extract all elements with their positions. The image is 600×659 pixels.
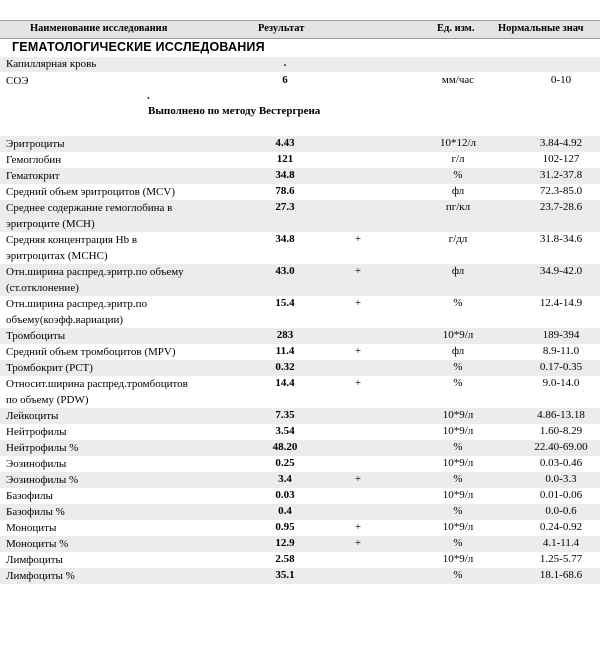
normal-range: 9.0-14.0 xyxy=(542,377,580,389)
test-result: 15.4 xyxy=(275,297,295,309)
test-name: Отн.ширина распред.эритр.по объему xyxy=(6,266,184,278)
abnormal-flag: + xyxy=(354,297,362,309)
table-row xyxy=(0,232,600,264)
normal-range: 31.8-34.6 xyxy=(539,233,583,245)
test-unit: % xyxy=(453,361,463,373)
normal-range: 0.0-0.6 xyxy=(545,505,577,517)
test-name: Тромбокрит (PCT) xyxy=(6,362,93,374)
normal-range: 12.4-14.9 xyxy=(539,297,583,309)
table-row xyxy=(0,264,600,296)
normal-range: 72.3-85.0 xyxy=(539,185,583,197)
test-name-continued: по объему (PDW) xyxy=(6,394,89,406)
table-row xyxy=(0,536,600,552)
test-name-continued: эритроците (MCH) xyxy=(6,218,95,230)
normal-range: 0.03-0.46 xyxy=(539,457,583,469)
normal-range: 22.40-69.00 xyxy=(534,441,588,453)
test-unit: % xyxy=(453,473,463,485)
test-result: 11.4 xyxy=(275,345,295,357)
normal-range: 4.1-11.4 xyxy=(542,537,580,549)
normal-range: 23.7-28.6 xyxy=(539,201,583,213)
test-name-continued: (ст.отклонение) xyxy=(6,282,79,294)
test-result: 283 xyxy=(276,329,294,341)
test-name: Лимфоциты xyxy=(6,554,63,566)
table-row xyxy=(0,344,600,360)
test-result: 0.32 xyxy=(275,361,295,373)
test-result: 3.4 xyxy=(278,473,292,485)
test-unit: 10*9/л xyxy=(442,329,474,341)
test-name: Эозинофилы % xyxy=(6,474,79,486)
test-name-continued: эритроцитах (MCHC) xyxy=(6,250,108,262)
normal-range: 31.2-37.8 xyxy=(539,169,583,181)
test-result: 3.54 xyxy=(275,425,295,437)
table-row xyxy=(0,568,600,584)
test-name: Лимфоциты % xyxy=(6,570,75,582)
test-unit: фл xyxy=(451,185,465,197)
abnormal-flag: + xyxy=(354,521,362,533)
test-name: Базофилы xyxy=(6,490,53,502)
test-result: 121 xyxy=(276,153,294,165)
normal-range: 0.01-0.06 xyxy=(539,489,583,501)
normal-range: 0.24-0.92 xyxy=(539,521,583,533)
table-row xyxy=(0,296,600,328)
test-name: Средняя концентрация Hb в xyxy=(6,234,138,246)
normal-range: 0.17-0.35 xyxy=(539,361,583,373)
table-row xyxy=(0,440,600,456)
soe-row xyxy=(0,73,600,89)
test-unit: г/дл xyxy=(448,233,468,245)
normal-range: 189-394 xyxy=(542,329,580,341)
test-unit: 10*9/л xyxy=(442,409,474,421)
test-unit: фл xyxy=(451,345,465,357)
test-unit: % xyxy=(453,537,463,549)
test-result: 0.03 xyxy=(275,489,295,501)
table-row xyxy=(0,552,600,568)
normal-range: 0.0-3.3 xyxy=(545,473,577,485)
test-result: 0.4 xyxy=(278,505,292,517)
capillary-row xyxy=(0,57,600,72)
test-result: 7.35 xyxy=(275,409,295,421)
section-title: ГЕМАТОЛОГИЧЕСКИЕ ИССЛЕДОВАНИЯ xyxy=(12,40,265,54)
table-row xyxy=(0,472,600,488)
normal-range: 4.86-13.18 xyxy=(537,409,585,421)
test-name: Тромбоциты xyxy=(6,330,66,342)
test-result: 48.20 xyxy=(272,441,298,453)
test-name: Гематокрит xyxy=(6,170,60,182)
test-name: Отн.ширина распред.эритр.по xyxy=(6,298,148,310)
table-row xyxy=(0,168,600,184)
abnormal-flag: + xyxy=(354,377,362,389)
test-result: 78.6 xyxy=(275,185,295,197)
normal-range: 34.9-42.0 xyxy=(539,265,583,277)
test-unit: 10*9/л xyxy=(442,553,474,565)
table-row xyxy=(0,504,600,520)
header-unit: Ед. изм. xyxy=(437,23,475,34)
header-name: Наименование исследования xyxy=(30,23,168,34)
test-unit: г/л xyxy=(451,153,465,165)
normal-range: 1.60-8.29 xyxy=(539,425,583,437)
table-header xyxy=(0,20,600,39)
table-row xyxy=(0,408,600,424)
test-result: 34.8 xyxy=(275,233,295,245)
test-result: 2.58 xyxy=(275,553,295,565)
test-result: 14.4 xyxy=(275,377,295,389)
test-unit: пг/кл xyxy=(445,201,471,213)
test-result: 4.43 xyxy=(275,137,295,149)
soe-result: 6 xyxy=(282,74,288,86)
table-row xyxy=(0,136,600,152)
capillary-label: Капиллярная кровь xyxy=(6,58,97,70)
normal-range: 18.1-68.6 xyxy=(539,569,583,581)
abnormal-flag: + xyxy=(354,233,362,245)
test-unit: 10*9/л xyxy=(442,457,474,469)
table-row xyxy=(0,200,600,232)
test-unit: 10*12/л xyxy=(439,137,477,149)
table-row xyxy=(0,488,600,504)
test-unit: % xyxy=(453,377,463,389)
table-row xyxy=(0,376,600,408)
normal-range: 102-127 xyxy=(542,153,580,165)
table-row xyxy=(0,360,600,376)
abnormal-flag: + xyxy=(354,345,362,357)
test-name: Среднее содержание гемоглобина в xyxy=(6,202,173,214)
test-name: Базофилы % xyxy=(6,506,65,518)
table-row xyxy=(0,456,600,472)
test-name: Эритроциты xyxy=(6,138,65,150)
test-unit: % xyxy=(453,169,463,181)
test-name: Эозинофилы xyxy=(6,458,67,470)
test-name: Относит.ширина распред.тромбоцитов xyxy=(6,378,188,390)
test-result: 0.95 xyxy=(275,521,295,533)
test-unit: 10*9/л xyxy=(442,521,474,533)
normal-range: 8.9-11.0 xyxy=(542,345,580,357)
test-name: Моноциты % xyxy=(6,538,69,550)
test-unit: % xyxy=(453,441,463,453)
test-name: Гемоглобин xyxy=(6,154,62,166)
test-unit: % xyxy=(453,505,463,517)
test-unit: % xyxy=(453,297,463,309)
table-row xyxy=(0,152,600,168)
test-result: 34.8 xyxy=(275,169,295,181)
test-name: Лейкоциты xyxy=(6,410,59,422)
test-name: Средний объем тромбоцитов (MPV) xyxy=(6,346,176,358)
test-unit: 10*9/л xyxy=(442,489,474,501)
test-result: 43.0 xyxy=(275,265,295,277)
header-result: Результат xyxy=(258,23,305,34)
normal-range: 3.84-4.92 xyxy=(539,137,583,149)
test-result: 35.1 xyxy=(275,569,295,581)
test-name: Средний объем эритроцитов (MCV) xyxy=(6,186,176,198)
table-row xyxy=(0,184,600,200)
soe-label: СОЭ xyxy=(6,75,29,87)
abnormal-flag: + xyxy=(354,473,362,485)
method-note: Выполнено по методу Вестергрена xyxy=(148,105,321,117)
test-result: 12.9 xyxy=(275,537,295,549)
header-norm: Нормальные знач xyxy=(498,23,584,34)
test-result: 27.3 xyxy=(275,201,295,213)
test-unit: % xyxy=(453,569,463,581)
soe-unit: мм/час xyxy=(441,74,475,86)
test-unit: 10*9/л xyxy=(442,425,474,437)
test-name-continued: объему(коэфф.вариации) xyxy=(6,314,124,326)
soe-norm: 0-10 xyxy=(550,74,572,86)
test-name: Нейтрофилы % xyxy=(6,442,79,454)
test-name: Моноциты xyxy=(6,522,57,534)
test-unit: фл xyxy=(451,265,465,277)
normal-range: 1.25-5.77 xyxy=(539,553,583,565)
table-row xyxy=(0,328,600,344)
table-row xyxy=(0,424,600,440)
test-result: 0.25 xyxy=(275,457,295,469)
note-dot: . xyxy=(147,90,150,102)
table-row xyxy=(0,520,600,536)
capillary-result: . xyxy=(283,57,287,69)
abnormal-flag: + xyxy=(354,537,362,549)
abnormal-flag: + xyxy=(354,265,362,277)
test-name: Нейтрофилы xyxy=(6,426,67,438)
